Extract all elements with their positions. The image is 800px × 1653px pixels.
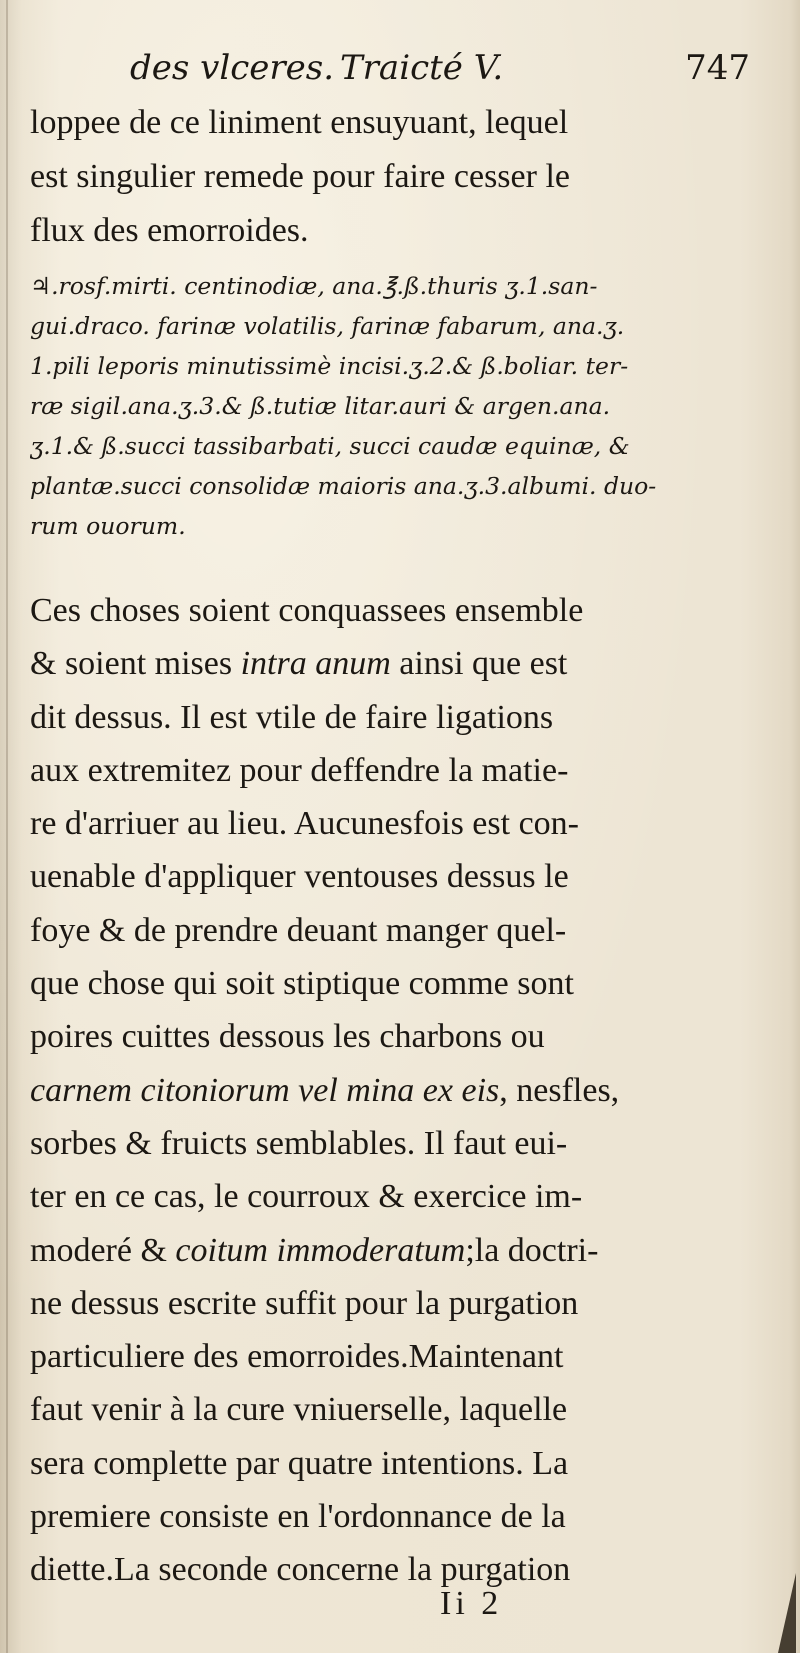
- text-line: foye & de prendre deuant manger quel-: [30, 911, 567, 949]
- signature-mark: Ii 2: [440, 1585, 503, 1622]
- page-number: 747: [685, 48, 750, 88]
- text-line: premiere consiste en l'ordonnance de la: [30, 1498, 566, 1536]
- roman-text: , nesfles,: [499, 1071, 620, 1109]
- text-line: est singulier remede pour faire cesser le: [30, 158, 570, 195]
- recipe-line: rum ouorum.: [30, 512, 186, 540]
- paragraph-main: [30, 584, 750, 1597]
- roman-text: moderé &: [30, 1231, 176, 1269]
- recipe-line: ʒ.1.& ß.succi tassibarbati, succi caudæ equinæ, &: [30, 432, 630, 460]
- text-line: sera complette par quatre intentions. La: [30, 1444, 569, 1482]
- text-line: faut venir à la cure vniuerselle, laquelle: [30, 1391, 568, 1429]
- latin-italic-text: carnem citoniorum vel mina ex eis: [30, 1071, 500, 1109]
- text-line: re d'arriuer au lieu. Aucunesfois est con-: [30, 805, 579, 843]
- text-line: ne dessus escrite suffit pour la purgation: [30, 1284, 579, 1322]
- ink-mark: [778, 1573, 796, 1653]
- binding-gutter: [6, 0, 8, 1653]
- text-line: [30, 1064, 750, 1117]
- roman-text: ;la doctri-: [465, 1231, 599, 1269]
- text-line: que chose qui soit stiptique comme sont: [30, 965, 574, 1003]
- text-line: diette.La seconde concerne la purgation: [30, 1551, 571, 1589]
- text-line: uenable d'appliquer ventouses dessus le: [30, 858, 569, 896]
- recipe-line: 1.pili leporis minutissimè incisi.ʒ.2.& ß.boliar. ter-: [30, 352, 629, 380]
- running-head-treatise: Traicté V.: [340, 48, 504, 88]
- paragraph-intro: [30, 96, 750, 258]
- running-head: [130, 48, 750, 98]
- text-line: Ces choses soient conquassees ensemble: [30, 592, 584, 629]
- recipe-prescription: [30, 266, 750, 546]
- text-line: loppee de ce liniment ensuyuant, lequel: [30, 104, 569, 141]
- text-line: ter en ce cas, le courroux & exercice im-: [30, 1178, 583, 1216]
- text-line: poires cuittes dessous les charbons ou: [30, 1018, 545, 1056]
- text-line: dit dessus. Il est vtile de faire ligations: [30, 698, 554, 736]
- latin-italic-text: intra anum: [240, 645, 391, 683]
- recipe-line: ♃.rosf.mirti. centinodiæ, ana.℥.ß.thuris ʒ.1.san-: [30, 272, 598, 300]
- text-line: [30, 1224, 750, 1277]
- text-line: flux des emorroides.: [30, 212, 309, 249]
- text-line: [30, 637, 750, 690]
- text-line: particuliere des emorroides.Maintenant: [30, 1338, 564, 1376]
- recipe-line: gui.draco. farinæ volatilis, farinæ fabarum, ana.ʒ.: [30, 312, 625, 340]
- text-line: sorbes & fruicts semblables. Il faut eui-: [30, 1124, 568, 1162]
- recipe-line: plantæ.succi consolidæ maioris ana.ʒ.3.albumi. duo-: [30, 472, 657, 500]
- running-head-title: des vlceres.: [130, 48, 335, 88]
- roman-text: ainsi que est: [390, 645, 568, 683]
- text-line: aux extremitez pour deffendre la matie-: [30, 751, 569, 789]
- recipe-line: ræ sigil.ana.ʒ.3.& ß.tutiæ litar.auri & argen.ana.: [30, 392, 611, 420]
- latin-italic-text: coitum immoderatum: [175, 1231, 466, 1269]
- roman-text: & soient mises: [30, 645, 241, 683]
